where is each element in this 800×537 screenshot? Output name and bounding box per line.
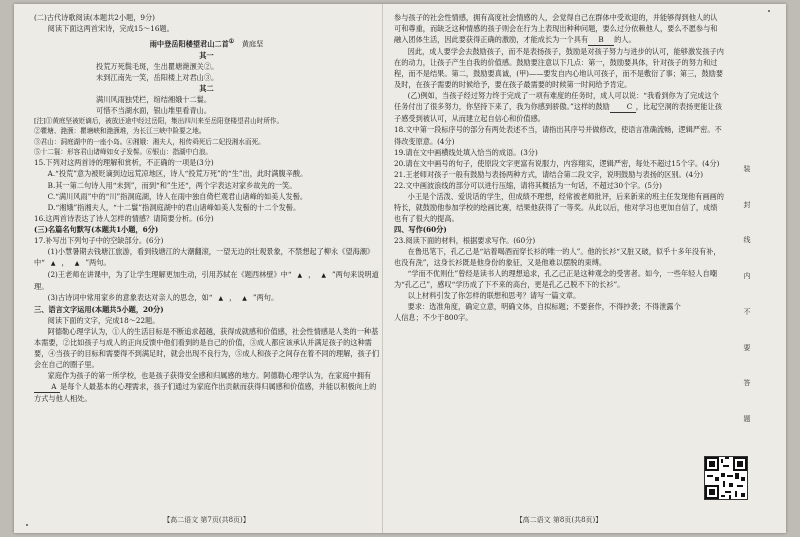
passage-paragraph: 参与孩子的社会性情感，拥有高度社会情感的人，会觉得自己在群体中受欢迎的，并能够得到他人的认可和尊重，而缺乏这种情感的孩子则会在行为上表现出种种问题，要么过分依赖他人，要么不愿参与和融入团体生活，因此要获得正确的激励，才能成长为一个具有 B 的人。: [394, 12, 724, 46]
blank-c: C: [610, 101, 636, 113]
q17-item-3: (3)古诗词中常用家乡的意象表达对亲人的思念，如“ ▲ ， ▲ ”两句。: [47, 293, 279, 302]
material-paragraph: “学而不优则仕”曾经是读书人的理想追求，孔乙己正是这种观念的受害者。如今，一些年轻人自嘲为“孔乙己”，感叹“学历成了下不来的高台，更是孔乙己脱不下的长衫”。: [394, 269, 717, 290]
footer-left: 【高二语文 第7页(共8页)】: [163, 516, 250, 524]
question-21: 21.王老师对孩子一般有鼓励与表扬两种方式，请结合第二段文字，说明鼓励与表扬的区别。(4分): [394, 169, 704, 179]
poem-line: 未到江南先一笑，岳阳楼上对君山③。: [96, 72, 219, 82]
passage-paragraph: (乙)例如，当孩子经过努力终于完成了一项有难度的任务时，成人可以说：“我看到你为了完成这个任务付出了很多努力，你坚持下来了，我为你感到骄傲。”这样的鼓励 C ，比起空洞的表扬更能让孩子感受到被认可，从而建立起自信心和价值感。: [394, 91, 722, 124]
option-c: C.“满川风雨”中的“川”指洞庭湖，诗人在雨中独自倚栏观君山诸峰的如美人发髻。: [47, 191, 308, 201]
material-paragraph: 在鲁迅笔下，孔乙己是“站着喝酒而穿长衫的唯一的人”。他的长衫“又脏又破，似乎十多年没有补，也没有洗”，这身长衫既是他身份的象征，又是他难以摆脱的束缚。: [394, 246, 721, 268]
right-page: [394, 12, 724, 514]
left-page: [34, 12, 379, 514]
exam-sheet: [14, 4, 786, 533]
question-15: 15.下列对这两首诗的理解和赏析，不正确的一项是(3分): [34, 158, 214, 168]
passage-paragraph: 因此，成人要学会去鼓励孩子，而不是表扬孩子，鼓励是对孩子努力与进步的认可，能够激发孩子内在的动力，让孩子产生自我的价值感。鼓励要注意以下几点：第一，鼓励要具体，针对孩子的努力和过程，而不是结果。第二，鼓励要真诚，(甲)——要发自内心地认可孩子，而不是敷衍了事；第三，鼓励要及时，在孩子需要的时候给予，要在孩子最需要的时候第一时间给予肯定。: [394, 47, 724, 90]
poem-part2-label: 其二: [199, 83, 214, 93]
material-paragraph: 以上材料引发了你怎样的联想和思考？请写一篇文章。: [407, 291, 581, 301]
option-a: A.“投荒”意为被贬谪到边远荒凉地区，诗人“投荒万死”的“生”出，此时满腹辛酸。: [47, 169, 308, 179]
sidebar-char: 线: [743, 236, 751, 245]
question-17: 17.补写出下列句子中的空缺部分。(6分): [34, 235, 164, 245]
sidebar-char: 答: [743, 379, 751, 388]
poem-note: ②瞿塘、滟滪：瞿塘峡和滟滪堆，为长江三峡中险要之地。: [34, 127, 206, 136]
question-20: 20.请在文中画号的句子，使原段文字更富有说服力，内容翔实，逻辑严密，每处不超过15个字。(4分): [394, 158, 720, 168]
question-16: 16.这两首诗表达了诗人怎样的情感？请简要分析。(6分): [34, 213, 214, 223]
section-header-memorize: (三)名篇名句默写(本题共1小题，6分): [34, 224, 159, 234]
poem-part1-label: 其一: [199, 50, 214, 60]
poem-title: 雨中登岳阳楼望君山二首① 黄庭坚: [149, 38, 264, 49]
passage-paragraph: 家庭作为孩子的第一所学校，也是孩子获得安全感和归属感的地方。阿德勒心理学认为，在家庭中拥有A 是每个人最基本的心理需求，孩子们通过为家庭作出贡献而获得归属感和价值感，并能以积极向上的方式与他人相处。: [34, 371, 377, 404]
section-header-writing: 四、写作(60分): [394, 224, 447, 234]
lang-instruction: 阅读下面的文字，完成18～22题。: [47, 316, 160, 326]
scan-dot: [768, 10, 770, 12]
poem-note: ③君山：洞庭湖中的一座小岛。④湘娥：湘夫人，相传舜死后二妃投湘水而死。: [34, 137, 265, 146]
question-22: 22.文中画波浪线的部分可以进行压缩，请将其概括为一句话，不超过30个字。(5分): [394, 180, 662, 190]
writing-requirements: 要求：选准角度，确定立意，明确文体，自拟标题；不要套作，不得抄袭；不得泄露个人信息；不少于800字。: [394, 302, 681, 323]
question-18: 18.文中第一段标序号的部分有两处表述不当，请指出其序号并做修改，使语言准确流畅，逻辑严密。不得改变原意。(4分): [394, 125, 722, 146]
section-header-poetry: (二)古代诗歌阅读(本题共2小题，9分): [34, 13, 155, 22]
question-19: 19.请在文中画横线处填入恰当的成语。(3分): [394, 147, 538, 157]
poem-line: 可惜不当湖水面，银山堆里看青山。: [96, 105, 212, 115]
poem-note: [注]①黄庭坚被贬谪后，被放还途中经过岳阳，集出四川来至岳阳登楼望君山时所作。: [34, 116, 284, 125]
option-d: D.“湘娥”指湘夫人，“十二鬟”指洞庭湖中的君山诸峰如美人发髻的十二个发髻。: [47, 202, 301, 212]
page-divider: [382, 4, 383, 533]
sidebar-char: 装: [743, 165, 751, 173]
sidebar-char: 题: [743, 414, 751, 423]
question-23: 23.阅读下面的材料，根据要求写作。(60分): [394, 235, 536, 245]
option-b: B.其一第二句诗人用“未到”，而到“和”生还“，两个字表达对家乡故先的一笑。: [47, 180, 297, 190]
poem-note: ⑤十二鬟：形容君山诸峰如女子发髻。⑥银山：指湖中白浪。: [34, 148, 213, 157]
instruction: 阅读下面这两首宋诗，完成15～16题。: [47, 24, 174, 34]
sidebar-char: 封: [743, 200, 751, 209]
qr-code-icon: [704, 456, 748, 500]
sidebar-char: 内: [743, 272, 751, 281]
binding-line-notice: [738, 164, 756, 424]
section-header-language: 三、语言文字运用(本题共5小题，20分): [34, 305, 164, 315]
passage-paragraph: 阿德勒心理学认为，①人的生活目标是不断追求超越，获得成就感和价值感，社会性情感是人类的一种基本需要，②比如孩子与成人的正向反馈中他们看到的是自己的价值，③成人都应该承认并满足孩子的这种需要，④当孩子的目标和需要得不到满足时，就会出现不良行为，⑤成人和孩子之间存在着不同的理解，孩子们会在自己的圈子里。: [34, 327, 379, 370]
q22-passage: 小王是个活泼、爱说话的学生，但成绩不理想，经常被老师批评，后来新来的班主任发现他有画画的特长，就鼓励他参加学校的绘画比赛，结果他获得了一等奖。从此以后，他对学习也更加自信了，成绩也有了很大的提高。: [394, 191, 724, 223]
scan-dot: [26, 524, 28, 526]
blank-a: A: [34, 381, 60, 393]
poem-line: 满川风雨独凭栏，绾结湘娥十二鬟。: [96, 94, 212, 104]
sidebar-char: 要: [743, 343, 751, 352]
sidebar-char: 不: [743, 307, 751, 316]
poem-line: 投荒万死鬓毛斑，生出瞿塘滟滪关②。: [96, 61, 219, 71]
footer-right: 【高二语文 第8页(共8页)】: [515, 516, 603, 524]
blank-b: B: [588, 34, 614, 46]
q17-item-2: (2)王老师在讲课中，为了让学生理解更加生动，引用苏轼在《题西林壁》中“ ▲ ， ▲ ”两句来说明道理。: [34, 269, 379, 291]
q17-item-1: (1)小慧暑期去钱塘江旅游，看到钱塘江的大潮翻滚，一望无边的壮观景象，不禁想起了柳永《望海潮》中“ ▲ ， ▲ ”两句。: [34, 246, 375, 267]
